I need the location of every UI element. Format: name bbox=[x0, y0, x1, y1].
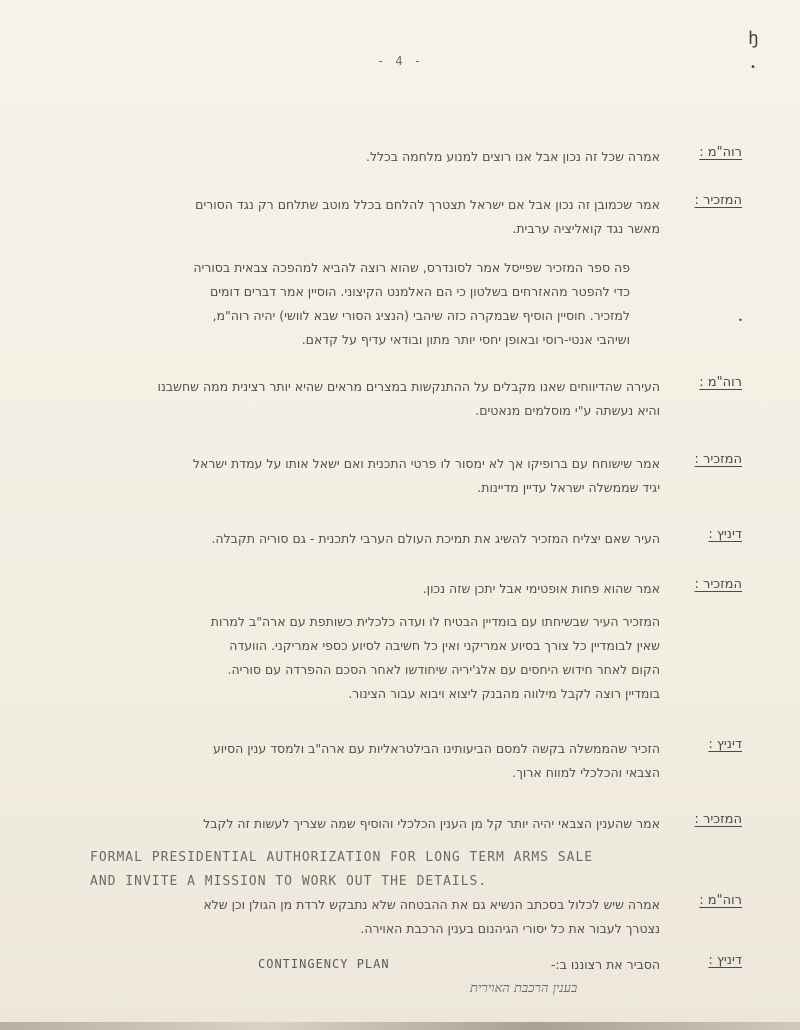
text-line: הקום לאחר חידוש היחסים עם אלג'יריה שיחודשו לאחר הסכם ההפרדה עם סוריה. bbox=[227, 662, 660, 677]
page-number: - 4 - bbox=[376, 54, 424, 68]
text-line: ושיהבי אנטי-רוסי ובאופן יחסי יותר מתון ובודאי עדיף על קדאם. bbox=[301, 332, 630, 347]
text-line: אמרה שיש לכלול בסכתב הנשיא גם את ההבטחה שלא נתבקש לרדת מן הגולן וכן שלא bbox=[203, 897, 660, 912]
speaker-label: רוה"מ : bbox=[699, 145, 742, 160]
text-line: אמרה שכל זה נכון אבל אנו רוצים למנוע מלחמה בכלל. bbox=[365, 149, 660, 164]
text-line: נצטרך לעבור את כל יסורי הגיהנום בענין הרכבת האוירה. bbox=[360, 921, 660, 936]
speaker-label: המזכיר : bbox=[694, 452, 742, 467]
margin-mark: • bbox=[750, 62, 757, 73]
text-line: פה ספר המזכיר שפייסל אמר לסונדרס, שהוא רוצה להביא למהפכה צבאית בסוריה bbox=[193, 260, 630, 275]
speaker-label: דיניץ : bbox=[708, 527, 742, 542]
speaker-label: דיניץ : bbox=[708, 953, 742, 968]
contingency-plan-text: CONTINGENCY PLAN bbox=[258, 957, 390, 971]
speaker-label: המזכיר : bbox=[694, 193, 742, 208]
speaker-label: המזכיר : bbox=[694, 812, 742, 827]
text-line: אמר שהוא פחות אופטימי אבל יתכן שזה נכון. bbox=[422, 581, 660, 596]
text-line: כדי להפטר מהאזרחים בשלטון כי הם האלמנט הקיצוני. הוסיין אמר דברים דומים bbox=[209, 284, 630, 299]
text-line: אמר שישוחח עם ברופיקו אך לא ימסור לו פרטי התכנית ואם ישאל אותו על עמדת ישראל bbox=[192, 456, 660, 471]
text-line: הזכיר שהממשלה בקשה למסם הביעותינו הבילטראליות עם ארה"ב ולמסד ענין הסיוע bbox=[212, 741, 660, 756]
speaker-label: רוה"מ : bbox=[699, 893, 742, 908]
speaker-label: רוה"מ : bbox=[699, 375, 742, 390]
margin-mark: • bbox=[738, 316, 743, 325]
english-line: AND INVITE A MISSION TO WORK OUT THE DETAILS. bbox=[90, 874, 488, 889]
text-line: הסביר את רצוננו ב:- bbox=[550, 957, 660, 972]
speaker-label: דיניץ : bbox=[708, 737, 742, 752]
text-line: הצבאי והכלכלי למווח ארוך. bbox=[512, 765, 660, 780]
text-line: העיר שאם יצליח המזכיר להשיג את תמיכת העולם הערבי לתכנית - גם סוריה תקבלה. bbox=[211, 531, 660, 546]
speaker-label: המזכיר : bbox=[694, 577, 742, 592]
scan-edge bbox=[0, 1022, 800, 1030]
text-line: אמר שהענין הצבאי יהיה יותר קל מן הענין הכלכלי והוסיף שמה שצריך לעשות זה לקבל bbox=[203, 816, 660, 831]
text-line: העירה שהדיווחים שאנו מקבלים על ההתנקשות במצרים מראים שהיא יותר רצינית ממה שחשבנו bbox=[157, 379, 660, 394]
text-line: שאין לבומדיין כל צורך בסיוע אמריקני ואין כל חשיבה לסיוע כספי אמריקני. הוועדה bbox=[229, 638, 660, 653]
text-line: והיא נעשתה ע"י מוסלמים מנאטים. bbox=[475, 403, 660, 418]
margin-mark: ꜧ bbox=[748, 28, 759, 49]
text-line: יגיד שממשלה ישראל עדיין מדיינות. bbox=[477, 480, 660, 495]
text-line: המזכיר העיר שבשיחתו עם בומדיין הבטיח לו ועדה כלכלית כשותפת עם ארה"ב למרות bbox=[210, 614, 660, 629]
text-line: אמר שכמובן זה נכון אבל אם ישראל תצטרך להלחם בכלל מוטב שתלחם רק נגד הסורים bbox=[195, 197, 660, 212]
text-line: למזכיר. חוסיין הוסיף שבמקרה כזה שיהבי (הנציג הסורי שבא לוושי) יהיה רוה"מ, bbox=[212, 308, 630, 323]
handwritten-note: בענין הרכבת האוירית bbox=[470, 981, 578, 996]
english-line: FORMAL PRESIDENTIAL AUTHORIZATION FOR LONG TERM ARMS SALE bbox=[90, 850, 594, 865]
text-line: מאשר נגד קואליציה ערבית. bbox=[512, 221, 660, 236]
text-line: בומדיין רוצה לקבל מילווה מהבנק ליצוא ויבוא עבור הצינור. bbox=[348, 686, 660, 701]
